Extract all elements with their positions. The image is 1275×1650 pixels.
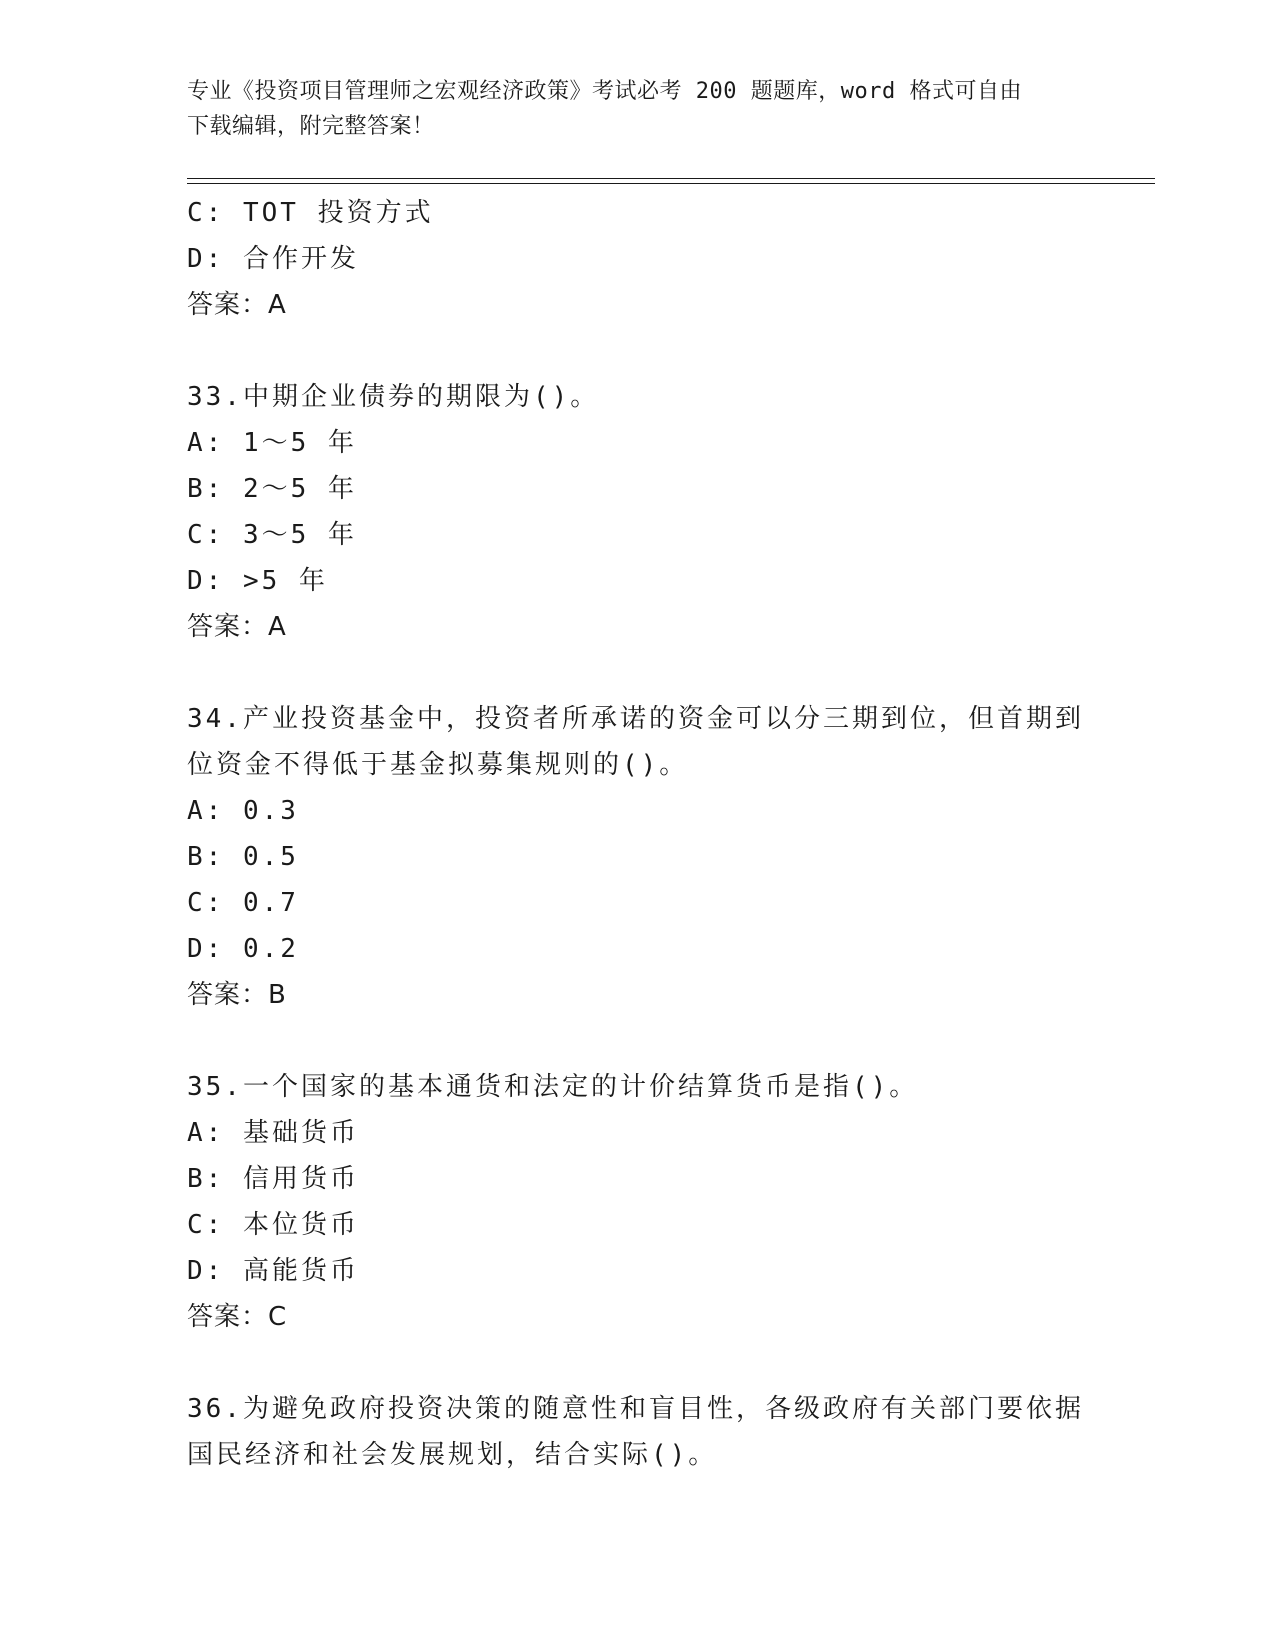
question-list	[187, 190, 1117, 1478]
question-34	[187, 696, 1117, 1018]
option-d: D: 合作开发	[187, 244, 359, 274]
header-line-2: 下载编辑，附完整答案！	[187, 114, 435, 139]
option-d: D: 高能货币	[187, 1256, 359, 1286]
header-line-1: 专业《投资项目管理师之宏观经济政策》考试必考 200 题题库，word 格式可自由	[187, 79, 1022, 104]
header-rule-bottom	[187, 183, 1155, 184]
option-c: C: 0.7	[187, 888, 299, 918]
option-b: B: 信用货币	[187, 1164, 359, 1194]
question-36	[187, 1386, 1117, 1478]
option-d: D: 0.2	[187, 934, 299, 964]
question-stem: 35.一个国家的基本通货和法定的计价结算货币是指()。	[187, 1072, 919, 1102]
question-stem: 33.中期企业债券的期限为()。	[187, 382, 600, 412]
option-a: A: 0.3	[187, 796, 299, 826]
option-b: B: 2～5 年	[187, 474, 357, 504]
option-d: D: >5 年	[187, 566, 328, 596]
spacer	[187, 1018, 1117, 1064]
option-c: C: TOT 投资方式	[187, 198, 434, 228]
document-header	[187, 74, 1087, 144]
answer-line: 答案：C	[187, 1302, 288, 1332]
question-stem-line-1: 34.产业投资基金中，投资者所承诺的资金可以分三期到位，但首期到	[187, 704, 1084, 734]
option-a: A: 基础货币	[187, 1118, 359, 1148]
spacer	[187, 328, 1117, 374]
question-35	[187, 1064, 1117, 1340]
answer-line: 答案：A	[187, 612, 287, 642]
spacer	[187, 650, 1117, 696]
question-stem-line-2: 位资金不得低于基金拟募集规则的()。	[187, 750, 689, 780]
option-a: A: 1～5 年	[187, 428, 357, 458]
option-b: B: 0.5	[187, 842, 299, 872]
spacer	[187, 1340, 1117, 1386]
option-c: C: 本位货币	[187, 1210, 359, 1240]
question-33	[187, 374, 1117, 650]
question-stem-line-1: 36.为避免政府投资决策的随意性和盲目性，各级政府有关部门要依据	[187, 1394, 1084, 1424]
question-stem-line-2: 国民经济和社会发展规划，结合实际()。	[187, 1440, 718, 1470]
header-rule-top	[187, 178, 1155, 179]
answer-line: 答案：B	[187, 980, 287, 1010]
answer-line: 答案：A	[187, 290, 287, 320]
option-c: C: 3～5 年	[187, 520, 357, 550]
